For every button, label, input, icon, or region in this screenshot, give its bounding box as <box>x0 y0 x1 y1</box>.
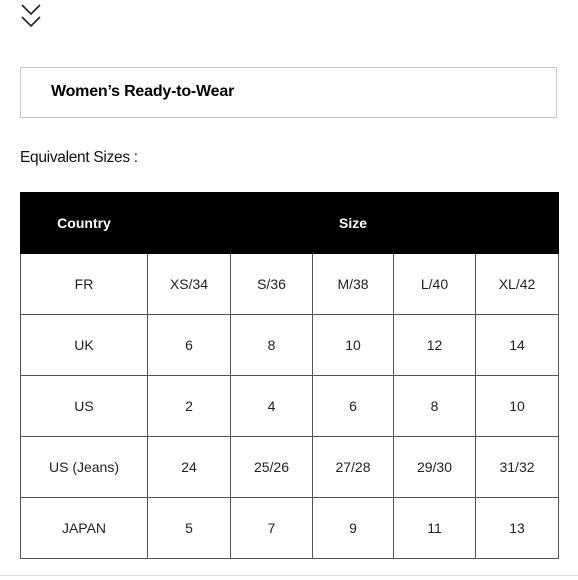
size-cell: 6 <box>148 315 231 376</box>
size-cell: L/40 <box>394 254 476 315</box>
country-column-header: Country <box>21 193 148 254</box>
category-title: Women’s Ready-to-Wear <box>51 83 235 100</box>
size-cell: 25/26 <box>231 437 313 498</box>
country-cell: UK <box>21 315 148 376</box>
size-cell: 29/30 <box>394 437 476 498</box>
category-header-box <box>20 67 557 118</box>
table-header-row <box>21 193 559 254</box>
table-row <box>21 376 559 437</box>
table-row <box>21 498 559 559</box>
size-cell: M/38 <box>313 254 394 315</box>
country-cell: FR <box>21 254 148 315</box>
size-cell: 7 <box>231 498 313 559</box>
size-cell: 4 <box>231 376 313 437</box>
bottom-divider <box>0 575 578 576</box>
country-cell: JAPAN <box>21 498 148 559</box>
size-cell: S/36 <box>231 254 313 315</box>
size-cell: 6 <box>313 376 394 437</box>
size-cell: 12 <box>394 315 476 376</box>
size-cell: 8 <box>394 376 476 437</box>
size-column-header: Size <box>148 193 559 254</box>
equivalent-sizes-label: Equivalent Sizes : <box>20 149 138 166</box>
double-chevron-down-icon[interactable] <box>20 2 42 30</box>
size-cell: 2 <box>148 376 231 437</box>
size-cell: 8 <box>231 315 313 376</box>
size-cell: 24 <box>148 437 231 498</box>
size-chart-table <box>20 192 559 559</box>
size-cell: 31/32 <box>476 437 559 498</box>
size-cell: 27/28 <box>313 437 394 498</box>
size-cell: 14 <box>476 315 559 376</box>
table-row <box>21 437 559 498</box>
table-row <box>21 315 559 376</box>
size-cell: 11 <box>394 498 476 559</box>
table-row <box>21 254 559 315</box>
size-cell: 10 <box>313 315 394 376</box>
country-cell: US <box>21 376 148 437</box>
size-cell: 13 <box>476 498 559 559</box>
size-cell: 9 <box>313 498 394 559</box>
size-cell: 10 <box>476 376 559 437</box>
country-cell: US (Jeans) <box>21 437 148 498</box>
size-cell: XL/42 <box>476 254 559 315</box>
size-cell: XS/34 <box>148 254 231 315</box>
size-cell: 5 <box>148 498 231 559</box>
